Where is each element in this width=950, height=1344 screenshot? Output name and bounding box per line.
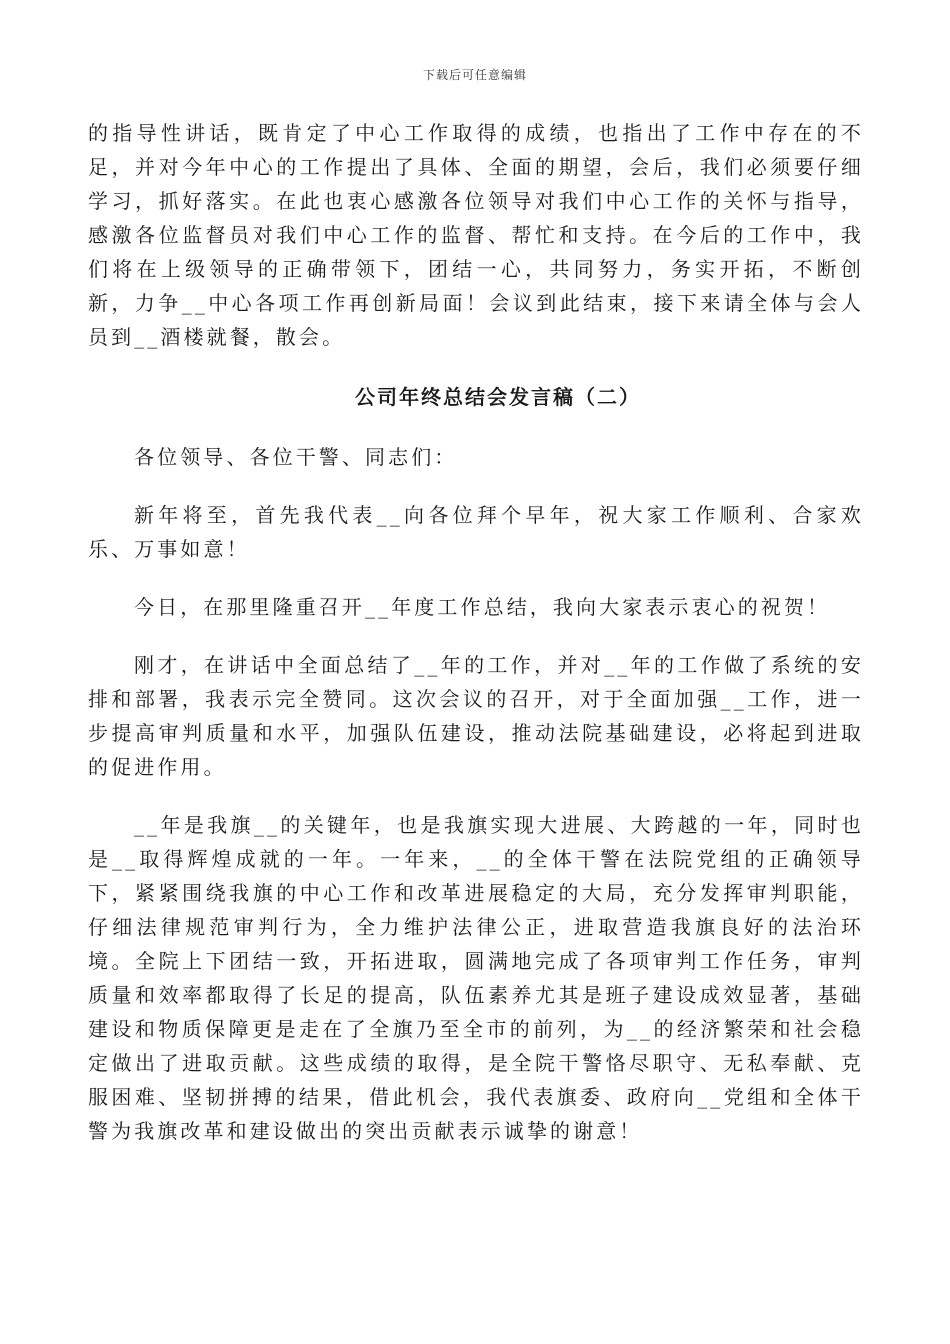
continuation-paragraph: 的指导性讲话，既肯定了中心工作取得的成绩，也指出了工作中存在的不足，并对今年中心的工作提出了具体、全面的期望，会后，我们必须要仔细学习，抓好落实。在此也衷心感激各位领导对我们中心工作的关怀与指导，感激各位监督员对我们中心工作的监督、帮忙和支持。在今后的工作中，我们将在上级领导的正确带领下，团结一心，共同努力，务实开拓，不断创新，力争__中心各项工作再创新局面！会议到此结束，接下来请全体与会人员到__酒楼就餐，散会。 bbox=[88, 121, 864, 349]
section-title: 公司年终总结会发言稿（二） bbox=[355, 385, 641, 409]
spacer bbox=[88, 474, 864, 498]
page-header-note: 下载后可任意编辑 bbox=[422, 68, 527, 82]
document-body bbox=[88, 116, 864, 1148]
body-paragraph: 今日，在那里隆重召开__年度工作总结，我向大家表示衷心的祝贺！ bbox=[134, 595, 831, 619]
spacer bbox=[88, 414, 864, 440]
spacer bbox=[88, 354, 864, 380]
body-paragraph: 新年将至，首先我代表__向各位拜个早年，祝大家工作顺利、合家欢乐、万事如意！ bbox=[88, 503, 864, 561]
spacer bbox=[88, 566, 864, 590]
spacer bbox=[88, 784, 864, 808]
spacer bbox=[88, 624, 864, 648]
salutation-paragraph: 各位领导、各位干警、同志们： bbox=[134, 445, 458, 469]
body-paragraph: __年是我旗__的关键年，也是我旗实现大进展、大跨越的一年，同时也是__取得辉煌成就的一年。一年来，__的全体干警在法院党组的正确领导下，紧紧围绕我旗的中心工作和改革进展稳定的大局，充分发挥审判职能，仔细法律规范审判行为，全力维护法律公正，进取营造我旗良好的法治环境。全院上下团结一致，开拓进取，圆满地完成了各项审判工作任务，审判质量和效率都取得了长足的提高，队伍素养尤其是班子建设成效显著，基础建设和物质保障更是走在了全旗乃至全市的前列，为__的经济繁荣和社会稳定做出了进取贡献。这些成绩的取得，是全院干警恪尽职守、无私奉献、克服困难、坚韧拼搏的结果，借此机会，我代表旗委、政府向__党组和全体干警为我旗改革和建设做出的突出贡献表示诚挚的谢意！ bbox=[88, 813, 864, 1143]
body-paragraph: 刚才，在讲话中全面总结了__年的工作，并对__年的工作做了系统的安排和部署，我表示完全赞同。这次会议的召开，对于全面加强__工作，进一步提高审判质量和水平，加强队伍建设，推动法院基础建设，必将起到进取的促进作用。 bbox=[88, 653, 864, 779]
